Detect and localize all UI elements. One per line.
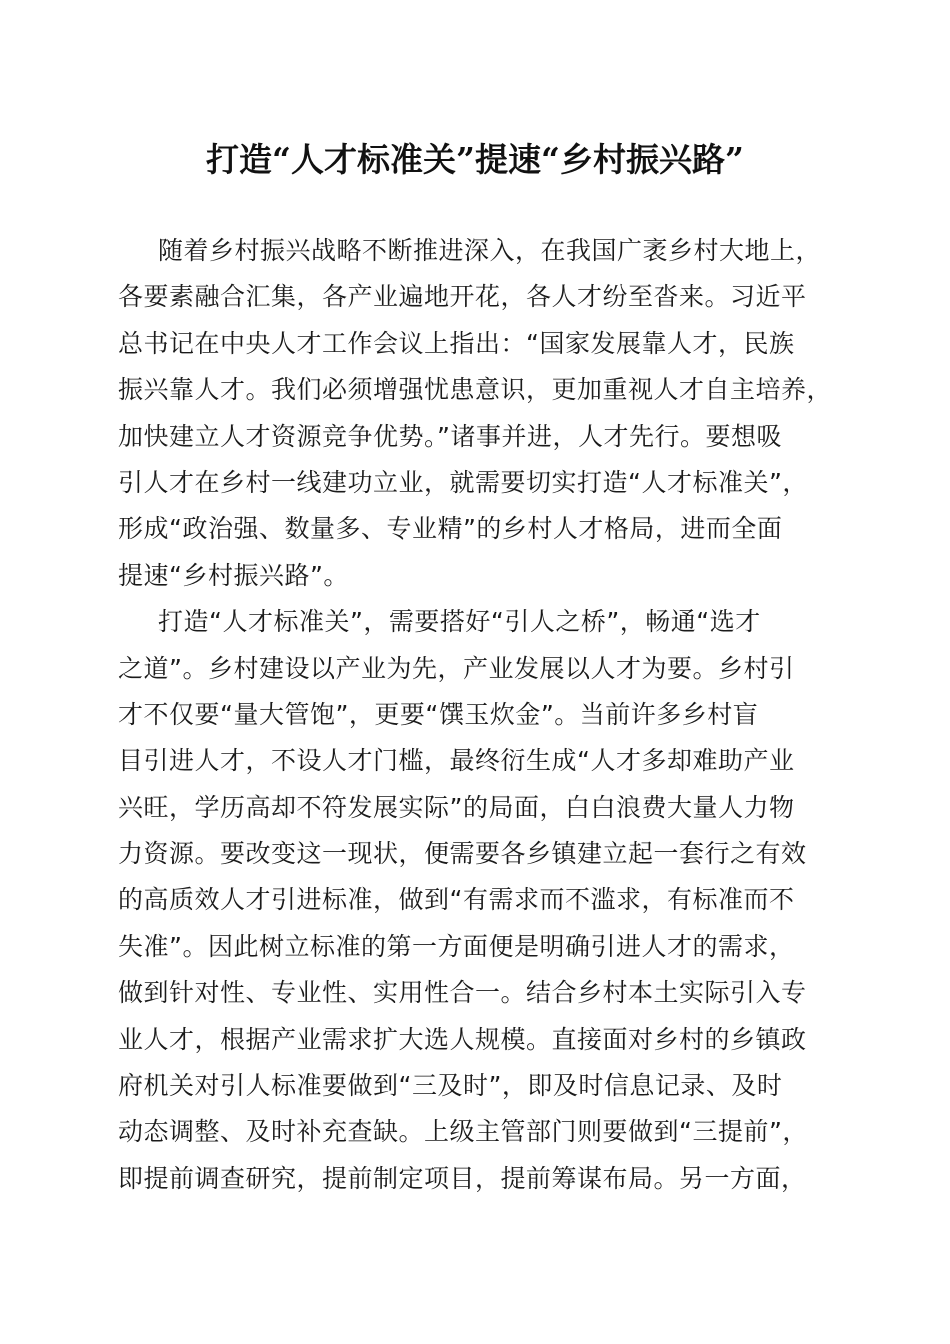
paragraph-line: 引人才在乡村一线建功立业，就需要切实打造“人才标准关”， xyxy=(118,467,808,497)
paragraph-line: 振兴靠人才。我们必须增强忧患意识，更加重视人才自主培养， xyxy=(118,375,833,405)
paragraph-line: 力资源。要改变这一现状，便需要各乡镇建立起一套行之有效 xyxy=(118,839,807,869)
paragraph-line: 加快建立人才资源竞争优势。”诸事并进，人才先行。要想吸 xyxy=(118,421,782,451)
paragraph-line: 业人才，根据产业需求扩大选人规模。直接面对乡村的乡镇政 xyxy=(118,1024,807,1054)
paragraph-line: 随着乡村振兴战略不断推进深入，在我国广袤乡村大地上， xyxy=(158,236,822,265)
paragraph-line: 动态调整、及时补充查缺。上级主管部门则要做到“三提前”， xyxy=(118,1117,808,1147)
paragraph-line: 才不仅要“量大管饱”，更要“馔玉炊金”。当前许多乡村盲 xyxy=(118,699,759,729)
paragraph-line: 各要素融合汇集，各产业遍地开花，各人才纷至沓来。习近平 xyxy=(118,282,807,312)
document-body xyxy=(118,228,838,1202)
paragraph-line: 提速“乡村振兴路”。 xyxy=(118,560,349,590)
paragraph-line: 之道”。乡村建设以产业为先，产业发展以人才为要。乡村引 xyxy=(118,653,795,683)
paragraph-line: 做到针对性、专业性、实用性合一。结合乡村本土实际引入专 xyxy=(118,978,807,1008)
paragraph-line: 总书记在中央人才工作会议上指出：“国家发展靠人才，民族 xyxy=(118,328,795,358)
paragraph-line: 的高质效人才引进标准，做到“有需求而不滥求，有标准而不 xyxy=(118,885,795,915)
paragraph-line: 府机关对引人标准要做到“三及时”，即及时信息记录、及时 xyxy=(118,1071,783,1101)
paragraph-line: 形成“政治强、数量多、专业精”的乡村人才格局，进而全面 xyxy=(118,514,783,544)
paragraph-line: 打造“人才标准关”，需要搭好“引人之桥”，畅通“选才 xyxy=(158,607,761,637)
paragraph-1 xyxy=(118,228,838,599)
document-title: 打造“人才标准关”提速“乡村振兴路” xyxy=(206,140,744,179)
paragraph-line: 失准”。因此树立标准的第一方面便是明确引进人才的需求， xyxy=(118,931,795,961)
paragraph-line: 即提前调查研究，提前制定项目，提前筹谋布局。另一方面， xyxy=(118,1163,807,1193)
paragraph-line: 兴旺，学历高却不符发展实际”的局面，白白浪费大量人力物 xyxy=(118,792,795,822)
paragraph-2 xyxy=(118,599,838,1202)
paragraph-line: 目引进人才，不设人才门槛，最终衍生成“人才多却难助产业 xyxy=(118,746,795,776)
